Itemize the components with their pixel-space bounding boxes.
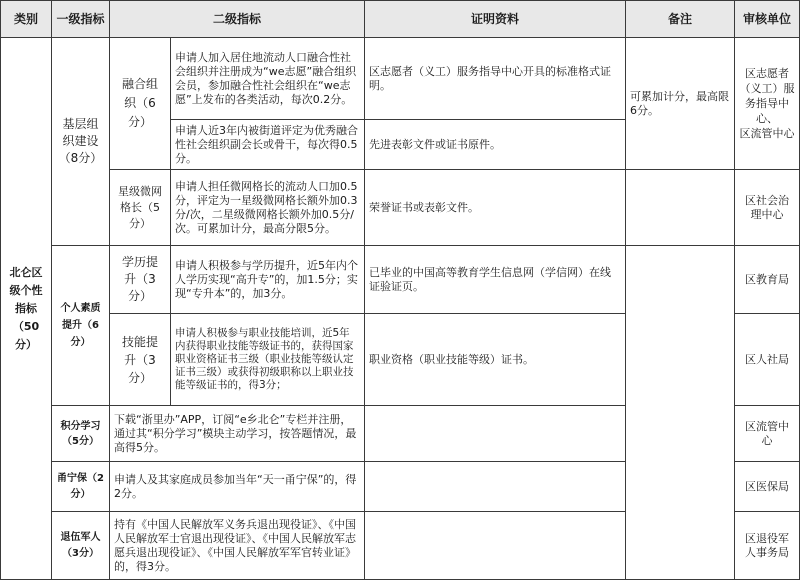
desc-ronghe-2: 申请人近3年内被街道评定为优秀融合性社会组织副会长或骨干，每次得0.5分。 — [170, 119, 365, 170]
proof-tuiyi — [364, 511, 626, 580]
proof-yongningbao — [364, 461, 626, 512]
authority-tuiyi: 区退役军人事务局 — [734, 511, 800, 580]
level2-xingji: 星级微网格长（5分） — [109, 169, 171, 246]
header-level1: 一级指标 — [51, 0, 110, 38]
proof-xueli: 已毕业的中国高等教育学生信息网（学信网）在线证验证页。 — [364, 245, 626, 314]
remark-xingji — [625, 169, 735, 246]
authority-xueli: 区教育局 — [734, 245, 800, 314]
level1-yongningbao: 甬宁保（2分） — [51, 461, 110, 512]
authority-ronghe — [734, 37, 800, 170]
desc-xingji: 申请人担任微网格长的流动人口加0.5分，评定为一星级微网格长额外加0.3分/次，二星级微网格长额外加0.5分/次。可累加计分，最高分限5分。 — [170, 169, 365, 246]
desc-ronghe-1: 申请人加入居住地流动人口融合性社会组织并注册成为“we志愿”融合组织会员，参加融合性社会组织在“we志愿”上发布的各类活动，每次0.2分。 — [170, 37, 365, 120]
header-remark: 备注 — [625, 0, 735, 38]
header-proof: 证明资料 — [364, 0, 626, 38]
proof-ronghe-1: 区志愿者（义工）服务指导中心开具的标准格式证明。 — [364, 37, 626, 120]
level2-jineng: 技能提升（3分） — [109, 313, 171, 406]
authority-ronghe-1: 区志愿者（义工）服务指导中心、 — [739, 67, 795, 125]
desc-yongningbao: 申请人及其家庭成员参加当年“天一甬宁保”的，得2分。 — [109, 461, 365, 512]
desc-jineng: 申请人积极参与职业技能培训，近5年内获得职业技能等级证书的，获得国家职业资格证书三级（职业技能等级认定证书三级）或获得初级职称以上职业技能等级证书的，得3分； — [170, 313, 365, 406]
remark-lower — [625, 245, 735, 580]
desc-tuiyi: 持有《中国人民解放军义务兵退出现役证》、《中国人民解放军士官退出现役证》、《中国人民解放军志愿兵退出现役证》、《中国人民解放军军官转业证》的，得3分。 — [109, 511, 365, 580]
authority-ronghe-2: 区流管中心 — [739, 127, 795, 140]
authority-jineng: 区人社局 — [734, 313, 800, 406]
authority-jifen: 区流管中心 — [734, 405, 800, 462]
level1-suzhi: 个人素质提升（6分） — [51, 245, 110, 406]
proof-jineng: 职业资格（职业技能等级）证书。 — [364, 313, 626, 406]
category-cell: 北仑区级个性指标（50分） — [0, 37, 52, 580]
level2-xueli: 学历提升（3分） — [109, 245, 171, 314]
header-level2: 二级指标 — [109, 0, 365, 38]
remark-ronghe: 可累加计分，最高限6分。 — [625, 37, 735, 170]
level1-jifen: 积分学习（5分） — [51, 405, 110, 462]
header-category: 类别 — [0, 0, 52, 38]
header-authority: 审核单位 — [734, 0, 800, 38]
desc-xueli: 申请人积极参与学历提升，近5年内个人学历实现“高升专”的，加1.5分；实现“专升本”的，加3分。 — [170, 245, 365, 314]
level1-jiceng: 基层组织建设（8分） — [51, 37, 110, 246]
proof-xingji: 荣誉证书或表彰文件。 — [364, 169, 626, 246]
authority-xingji: 区社会治理中心 — [734, 169, 800, 246]
level2-ronghe: 融合组织（6分） — [109, 37, 171, 170]
proof-ronghe-2: 先进表彰文件或证书原件。 — [364, 119, 626, 170]
proof-jifen — [364, 405, 626, 462]
authority-yongningbao: 区医保局 — [734, 461, 800, 512]
desc-jifen: 下载“浙里办”APP，订阅“e乡北仑”专栏并注册，通过其“积分学习”模块主动学习，按答题情况，最高得5分。 — [109, 405, 365, 462]
level1-tuiyi: 退伍军人（3分） — [51, 511, 110, 580]
